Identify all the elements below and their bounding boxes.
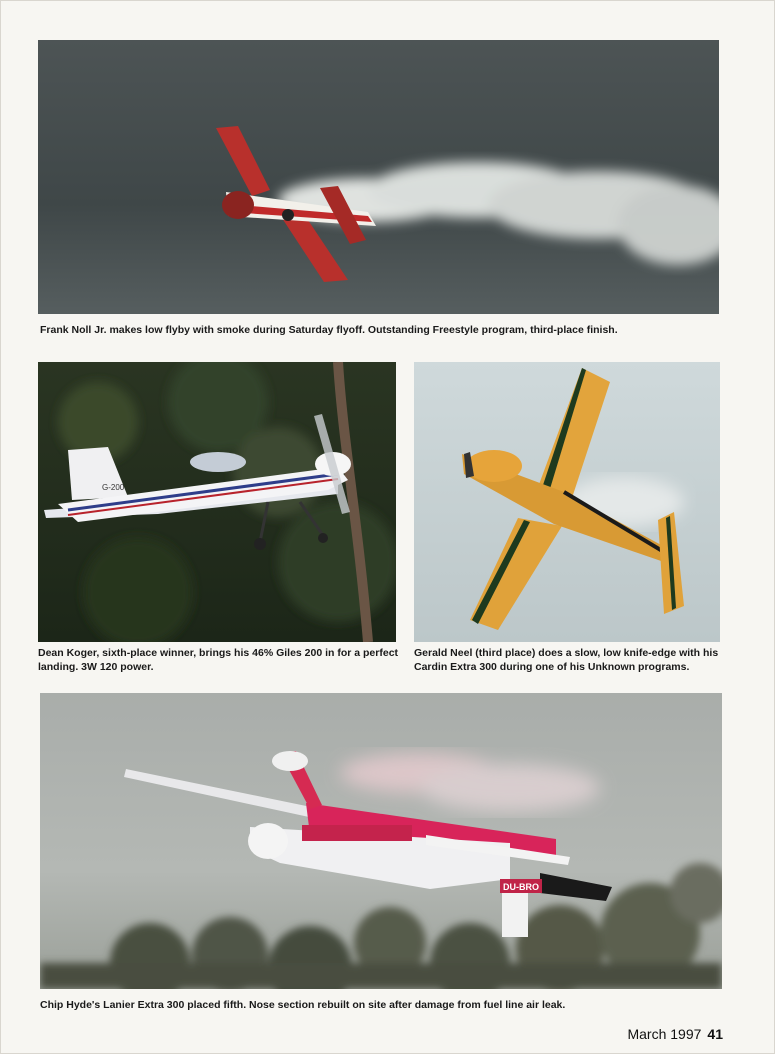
page-number: 41	[707, 1026, 723, 1042]
caption-photo-2: Dean Koger, sixth-place winner, brings his 46% Giles 200 in for a perfect landing. 3W 120 power.	[38, 647, 399, 673]
lanier-fin-marking: DU-BRO	[503, 882, 539, 892]
caption-photo-3: Gerald Neel (third place) does a slow, low knife-edge with his Cardin Extra 300 during one of his Unknown programs.	[414, 647, 719, 673]
photo-knife-edge	[414, 362, 720, 642]
issue-date: March 1997	[627, 1026, 702, 1042]
page-footer	[627, 1026, 723, 1042]
giles-registration: G-200	[102, 483, 125, 492]
photo-knife-edge-image	[414, 362, 720, 642]
photo-lanier-extra-image	[40, 693, 722, 989]
photo-giles-landing	[38, 362, 396, 642]
photo-lanier-extra	[40, 693, 722, 989]
photo-giles-landing-image	[38, 362, 396, 642]
photo-smoke-flyby-image	[38, 40, 719, 314]
photo-smoke-flyby	[38, 40, 719, 314]
caption-photo-1: Frank Noll Jr. makes low flyby with smoke during Saturday flyoff. Outstanding Freestyle program, third-place finish.	[40, 324, 618, 336]
caption-photo-4: Chip Hyde's Lanier Extra 300 placed fifth. Nose section rebuilt on site after damage from fuel line air leak.	[40, 999, 566, 1011]
